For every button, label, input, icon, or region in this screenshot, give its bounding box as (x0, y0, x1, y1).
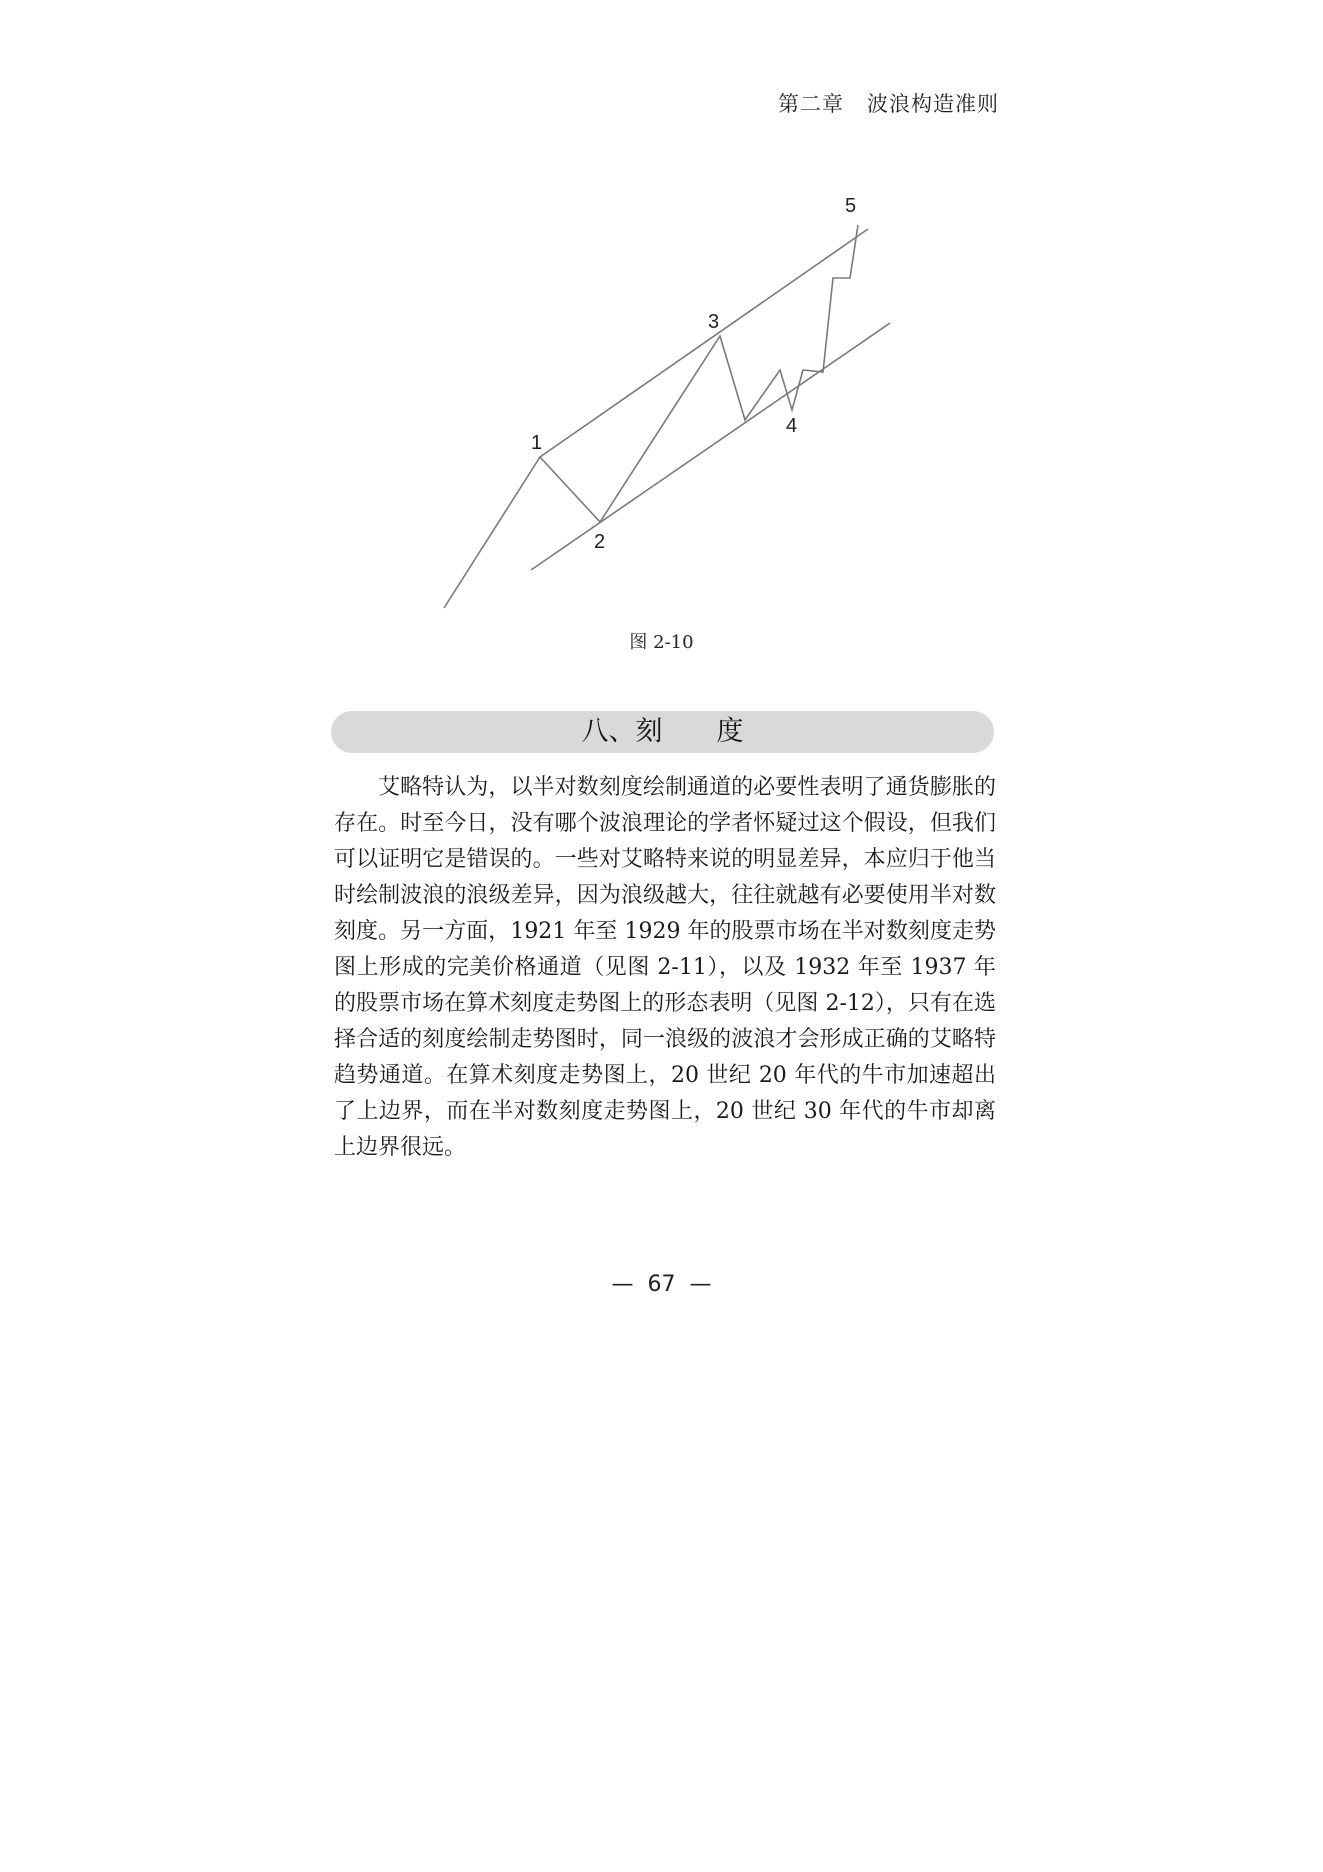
lower-channel-line (531, 323, 890, 570)
page-number-line: — 67 — (611, 1272, 712, 1297)
wave-label-2: 2 (594, 531, 606, 553)
body-paragraph: 艾略特认为，以半对数刻度绘制通道的必要性表明了通货膨胀的存在。时至今日，没有哪个波浪理论的学者怀疑过这个假设，但我们可以证明它是错误的。一些对艾略特来说的明显差异，本应归于他当时绘制波浪的浪级差异，因为浪级越大，往往就越有必要使用半对数刻度。另一方面，1921 年至 1929 年的股票市场在半对数刻度走势图上形成的完美价格通道（见图 2-11），以及 1932 年至 1937 年的股票市场在算术刻度走势图上的形态表明（见图 2-12），只有在选择合适的刻度绘制走势图时，同一浪级的波浪才会形成正确的艾略特趋势通道。在算术刻度走势图上，20 世纪 20 年代的牛市加速超出了上边界，而在半对数刻度走势图上，20 世纪 30 年代的牛市却离上边界很远。 (334, 775, 996, 1160)
chapter-title: 波浪构造准则 (867, 92, 999, 116)
section-title: 八、刻 度 (581, 716, 744, 747)
chapter-number: 第二章 (777, 92, 844, 116)
page-number: 67 (647, 1272, 676, 1297)
wave-label-5: 5 (845, 195, 857, 217)
wave-label-3: 3 (708, 311, 720, 333)
upper-channel-line (540, 229, 868, 457)
wave-label-1: 1 (531, 432, 543, 454)
elliott-wave-channel-diagram (0, 0, 1323, 640)
wave-label-4: 4 (786, 415, 798, 437)
figure-caption: 图 2-10 (629, 632, 694, 653)
section-heading-bar (331, 711, 994, 753)
